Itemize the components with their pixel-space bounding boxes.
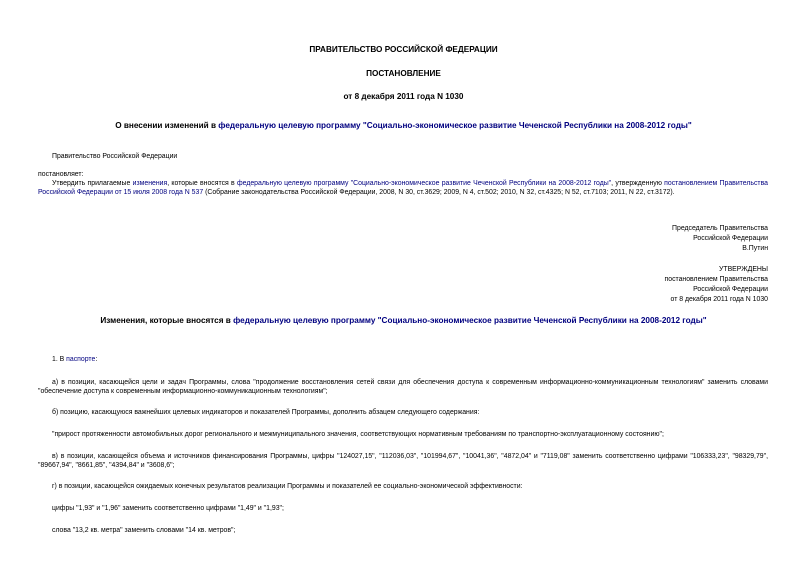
approved-label: УТВЕРЖДЕНЫ [719, 266, 768, 273]
document-date: от 8 декабря 2011 года N 1030 [343, 92, 464, 101]
para-text: , которые вносятся в [167, 180, 237, 187]
program-link-inline[interactable]: федеральную целевую программу "Социально-экономическое развитие Чеченской Республики на 2008-2012 годы" [236, 180, 612, 187]
decides-line: постановляет: [38, 171, 84, 178]
approved-org: Российской Федерации [693, 286, 768, 293]
item-g1: цифры "1,93" и "1,96" заменить соответственно цифрами "1,49" и "1,93"; [52, 505, 284, 512]
item-b: б) позицию, касающуюся важнейших целевых индикаторов и показателей Программы, дополнить абзацем следующего содержания: [52, 409, 480, 416]
para-text: , утвержденную [611, 180, 665, 187]
changes-title-prefix: Изменения, которые вносятся в [100, 316, 234, 325]
changes-title [0, 316, 807, 325]
document-title [0, 121, 807, 130]
item-1-suffix: : [95, 356, 98, 363]
signature-title: Председатель Правительства [672, 225, 768, 232]
approved-by: постановлением Правительства [664, 276, 768, 283]
document-type: ПОСТАНОВЛЕНИЕ [366, 69, 441, 78]
approval-block [665, 265, 769, 305]
issuer-line: Правительство Российской Федерации [52, 153, 178, 160]
program-link[interactable]: федеральную целевую программу "Социально-экономическое развитие Чеченской Республики на 2008-2012 годы" [218, 121, 692, 130]
resolution-paragraph [38, 179, 768, 197]
item-1-prefix: 1. В [52, 356, 67, 363]
signature-block [672, 224, 768, 254]
item-v: в) в позиции, касающейся объема и источников финансирования Программы, цифры "124027,15", "112036,03", "101994,67", "10041,36", "4872,04" и "7119,08" заменить соответственно цифрами "106333,23", "98329,79", "89667,94", "8661,85", "4394,84" и "3608,6"; [38, 453, 768, 469]
changes-link[interactable]: изменения [132, 180, 168, 187]
changes-program-link[interactable]: федеральную целевую программу "Социально-экономическое развитие Чеченской Республики на 2008-2012 годы" [233, 316, 707, 325]
title-prefix: О внесении изменений в [115, 121, 219, 130]
item-g: г) в позиции, касающейся ожидаемых конечных результатов реализации Программы и показателей ее социально-экономической эффективности: [52, 483, 523, 490]
para-text: Утвердить прилагаемые [52, 180, 133, 187]
para-text: (Собрание законодательства Российской Федерации, 2008, N 30, ст.3629; 2009, N 4, ст.502; 2010, N 32, ст.4325; N 52, ст.7103; 2011, N 22, ст.3172). [203, 189, 675, 196]
item-g2: слова "13,2 кв. метра" заменить словами "14 кв. метров"; [52, 527, 236, 534]
approved-date: от 8 декабря 2011 года N 1030 [670, 296, 768, 303]
item-a: а) в позиции, касающейся цели и задач Программы, слова "продолжение восстановления сетей связи для обеспечения доступа к современным информационно-коммуникационным технологиям" заменить словами "обеспечение доступа к современным информационно-коммуникационным технологиям"; [38, 379, 768, 395]
item-1 [52, 355, 97, 364]
government-heading: ПРАВИТЕЛЬСТВО РОССИЙСКОЙ ФЕДЕРАЦИИ [309, 45, 498, 54]
passport-link[interactable]: паспорте [66, 356, 96, 363]
decree-link[interactable]: постановлением Правительства Российской Федерации от 15 июля 2008 года N 537 [38, 180, 768, 196]
signature-org: Российской Федерации [693, 235, 768, 242]
signature-name: В.Путин [742, 245, 768, 252]
item-quote: "прирост протяженности автомобильных дорог регионального и межмуниципального значения, соответствующих нормативным требованиям по транспортно-эксплуатационному состоянию"; [52, 431, 664, 438]
